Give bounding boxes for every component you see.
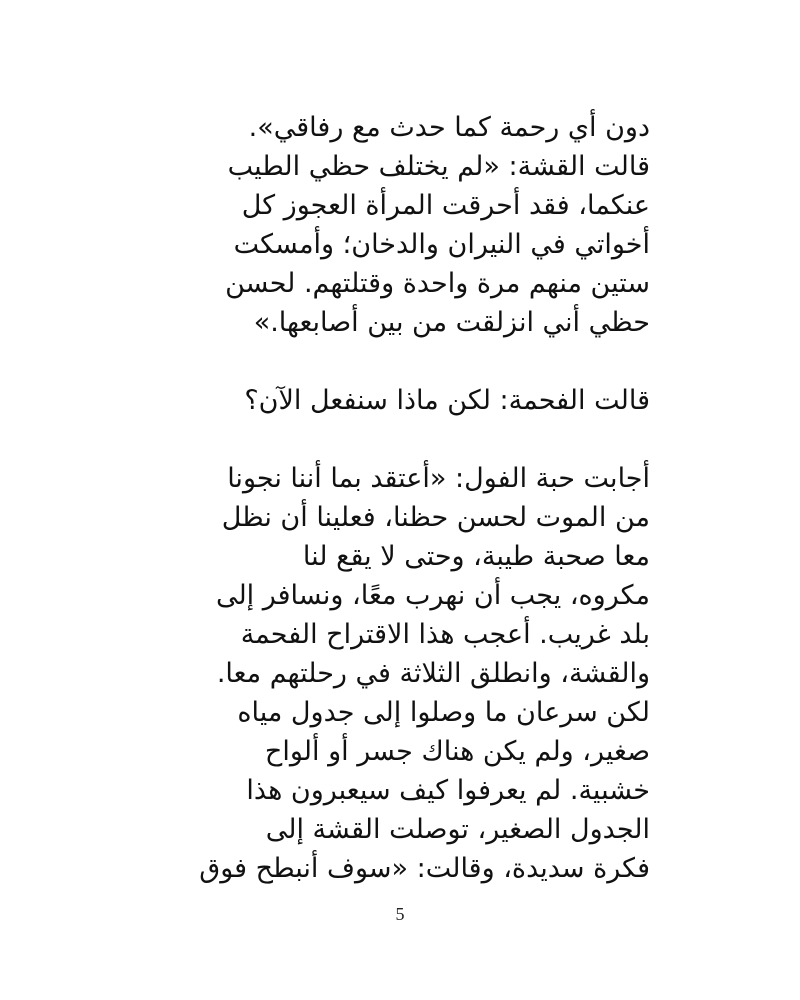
text-line: دون أي رحمة كما حدث مع رفاقي». — [248, 112, 650, 143]
text-line: حظي أني انزلقت من بين أصابعها.» — [253, 307, 650, 338]
paragraph-3 — [120, 459, 650, 888]
text-line: قالت الفحمة: لكن ماذا سنفعل الآن؟ — [244, 385, 650, 416]
text-line: عنكما، فقد أحرقت المرأة العجوز كل — [241, 190, 650, 221]
text-line: أجابت حبة الفول: «أعتقد بما أننا نجونا — [227, 463, 650, 494]
text-line: ستين منهم مرة واحدة وقتلتهم. لحسن — [225, 268, 650, 299]
text-line: أخواتي في النيران والدخان؛ وأمسكت — [233, 229, 650, 260]
page-body-text — [120, 108, 650, 927]
text-line: والقشة، وانطلق الثلاثة في رحلتهم معا. — [216, 658, 650, 689]
text-line: بلد غريب. أعجب هذا الاقتراح الفحمة — [240, 619, 650, 650]
page-number: 5 — [395, 904, 405, 924]
paragraph-1 — [120, 108, 650, 342]
text-line: قالت القشة: «لم يختلف حظي الطيب — [227, 151, 650, 182]
text-line: لكن سرعان ما وصلوا إلى جدول مياه — [237, 697, 650, 728]
text-line: مكروه، يجب أن نهرب معًا، ونسافر إلى — [215, 580, 650, 611]
text-line: من الموت لحسن حظنا، فعلينا أن نظل — [221, 502, 650, 533]
text-line: خشبية. لم يعرفوا كيف سيعبرون هذا — [246, 775, 650, 806]
text-line: فكرة سديدة، وقالت: «سوف أنبطح فوق — [199, 853, 650, 884]
text-line: الجدول الصغير، توصلت القشة إلى — [265, 814, 650, 845]
text-line: معا صحبة طيبة، وحتى لا يقع لنا — [302, 541, 650, 572]
paragraph-2 — [120, 381, 650, 420]
text-line: صغير، ولم يكن هناك جسر أو ألواح — [264, 736, 650, 767]
